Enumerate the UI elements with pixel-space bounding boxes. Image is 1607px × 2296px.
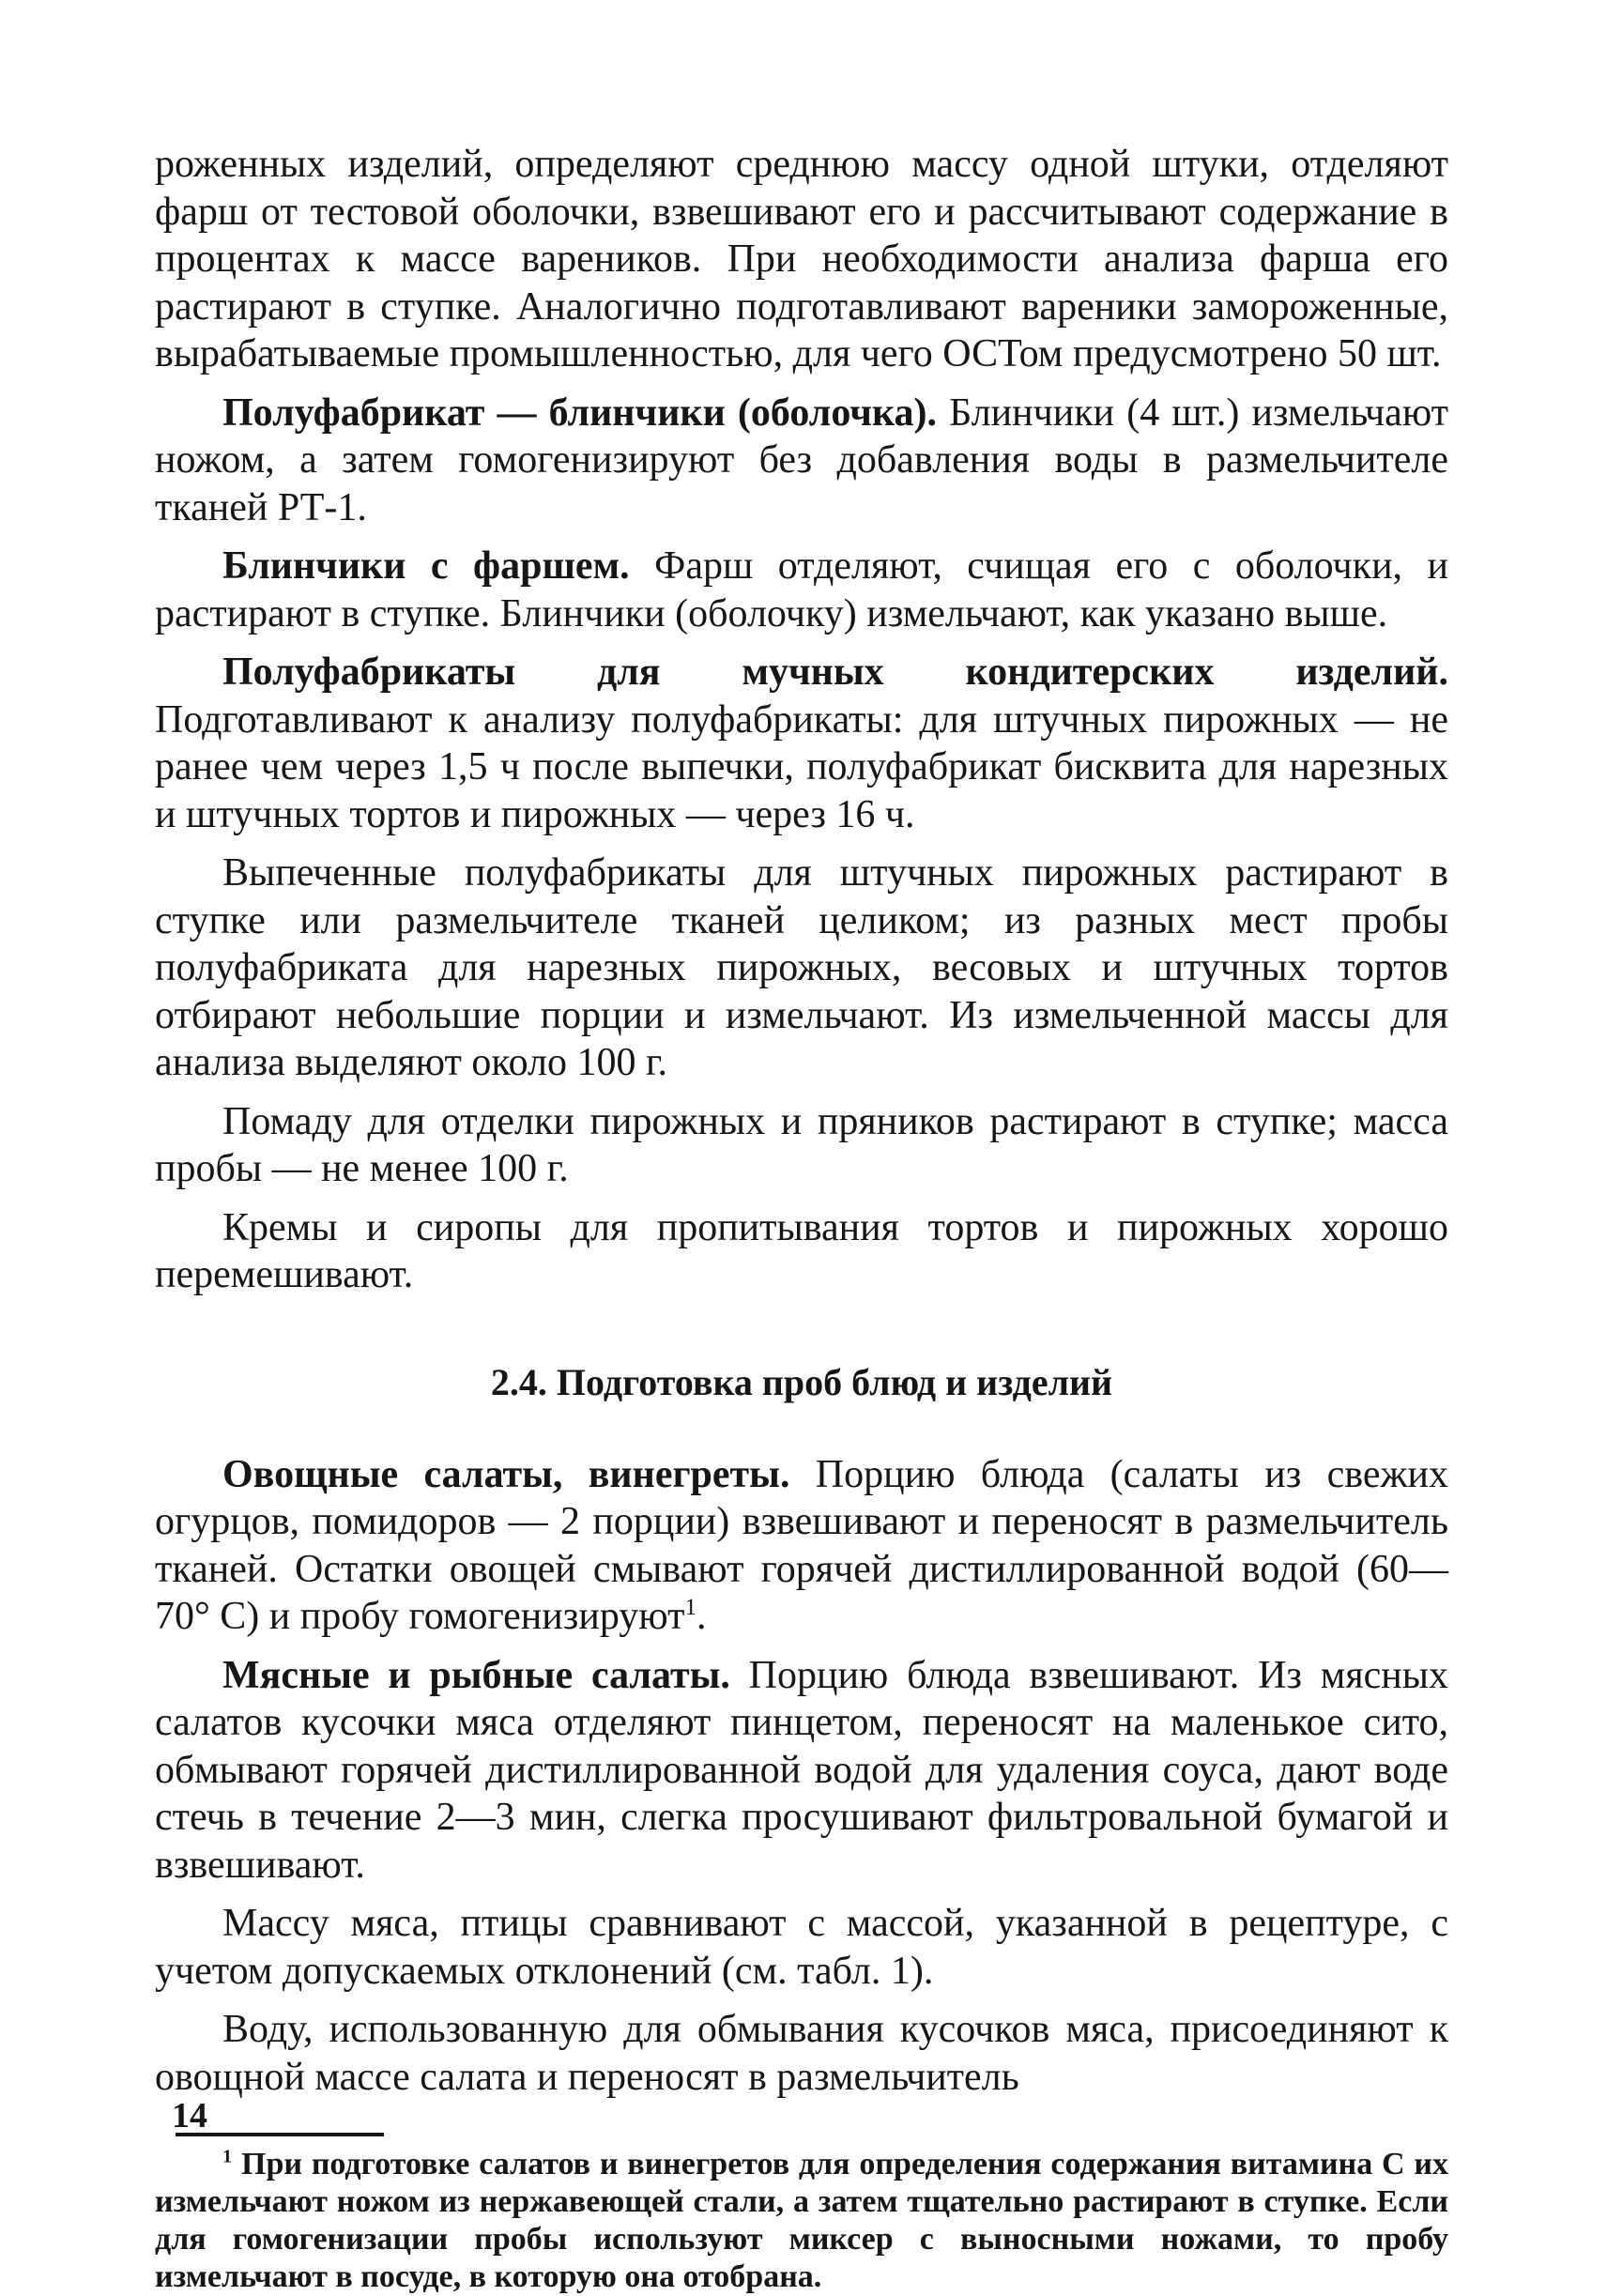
footnote-reference: 1 bbox=[684, 1595, 697, 1620]
paragraph-continuation: роженных изделий, определяют среднюю массу одной штуки, отделяют фарш от тестовой оболочки, взвешивают его и рассчитывают содержание в процентах к массе вареников. При необходимости анализа фарша его растирают в ступке. Аналогично подготавливают вареники замороженные, вырабатываемые промышленностью, для чего ОСТом предусмотрено 50 шт. bbox=[155, 143, 1448, 375]
paragraph-vegetable-salads: Овощные салаты, винегреты. Порцию блюда (салаты из свежих огурцов, помидоров — 2 порции) взвешивают и переносят в размельчитель тканей. Остатки овощей смывают горячей дистиллированной водой (60—70° С) и пробу гомогенизируют$^1$. bbox=[155, 1452, 1448, 1638]
paragraph-fondant: Помаду для отделки пирожных и пряников растирают в ступке; масса пробы — не менее 100 г. bbox=[155, 1099, 1448, 1190]
page-number: 14 bbox=[172, 2096, 207, 2135]
page-body bbox=[155, 141, 1448, 2296]
paragraph-meat-mass: Массу мяса, птицы сравнивают с массой, указанной в рецептуре, с учетом допускаемых отклонений (см. табл. 1). bbox=[155, 1902, 1448, 1993]
paragraph-meat-fish-salads: Мясные и рыбные салаты. Порцию блюда взвешивают. Из мясных салатов кусочки мяса отделяют пинцетом, переносят на маленькое сито, обмывают горячей дистиллированной водой для удаления соуса, дают воде стечь в течение 2—3 мин, слегка просушивают фильтровальной бумагой и взвешивают. bbox=[155, 1653, 1448, 1887]
section-title: 2.4. Подготовка проб блюд и изделий bbox=[490, 1360, 1113, 1403]
paragraph-blinchiki-filling: Блинчики с фаршем. Фарш отделяют, счищая его с оболочки, и растирают в ступке. Блинчики (оболочку) измельчают, как указано выше. bbox=[155, 544, 1448, 635]
footnote: $^1$ При подготовке салатов и винегретов для определения содержания витамина С их измельчают ножом из нержавеющей стали, а затем тщательно растирают в ступке. Если для гомогенизации пробы используют миксер с выносными ножами, то пробу измельчают в посуде, в которую она отобрана. bbox=[155, 2146, 1448, 2294]
footnote-marker: 1 bbox=[222, 2146, 233, 2167]
paragraph-blinchiki-shell: Полуфабрикат — блинчики (оболочка). Блинчики (4 шт.) измельчают ножом, а затем гомогенизируют без добавления воды в размельчителе тканей РТ-1. bbox=[155, 390, 1449, 529]
paragraph-rinse-water: Воду, использованную для обмывания кусочков мяса, присоединяют к овощной массе салата и переносят в размельчитель bbox=[155, 2008, 1448, 2099]
paragraph-confectionery: Полуфабрикаты для мучных кондитерских изделий. Подготавливают к анализу полуфабрикаты: для штучных пирожных — не ранее чем через 1,5 ч после выпечки, полуфабрикат бисквита для нарезных и штучных тортов и пирожных — через 16 ч. bbox=[155, 651, 1448, 836]
paragraph-baked-semifinished: Выпеченные полуфабрикаты для штучных пирожных растирают в ступке или размельчителе тканей целиком; из разных мест пробы полуфабриката для нарезных пирожных, весовых и штучных тортов отбирают небольшие порции и измельчают. Из измельченной массы для анализа выделяют около 100 г. bbox=[155, 851, 1448, 1084]
paragraph-creams: Кремы и сиропы для пропитывания тортов и пирожных хорошо перемешивают. bbox=[155, 1205, 1448, 1296]
